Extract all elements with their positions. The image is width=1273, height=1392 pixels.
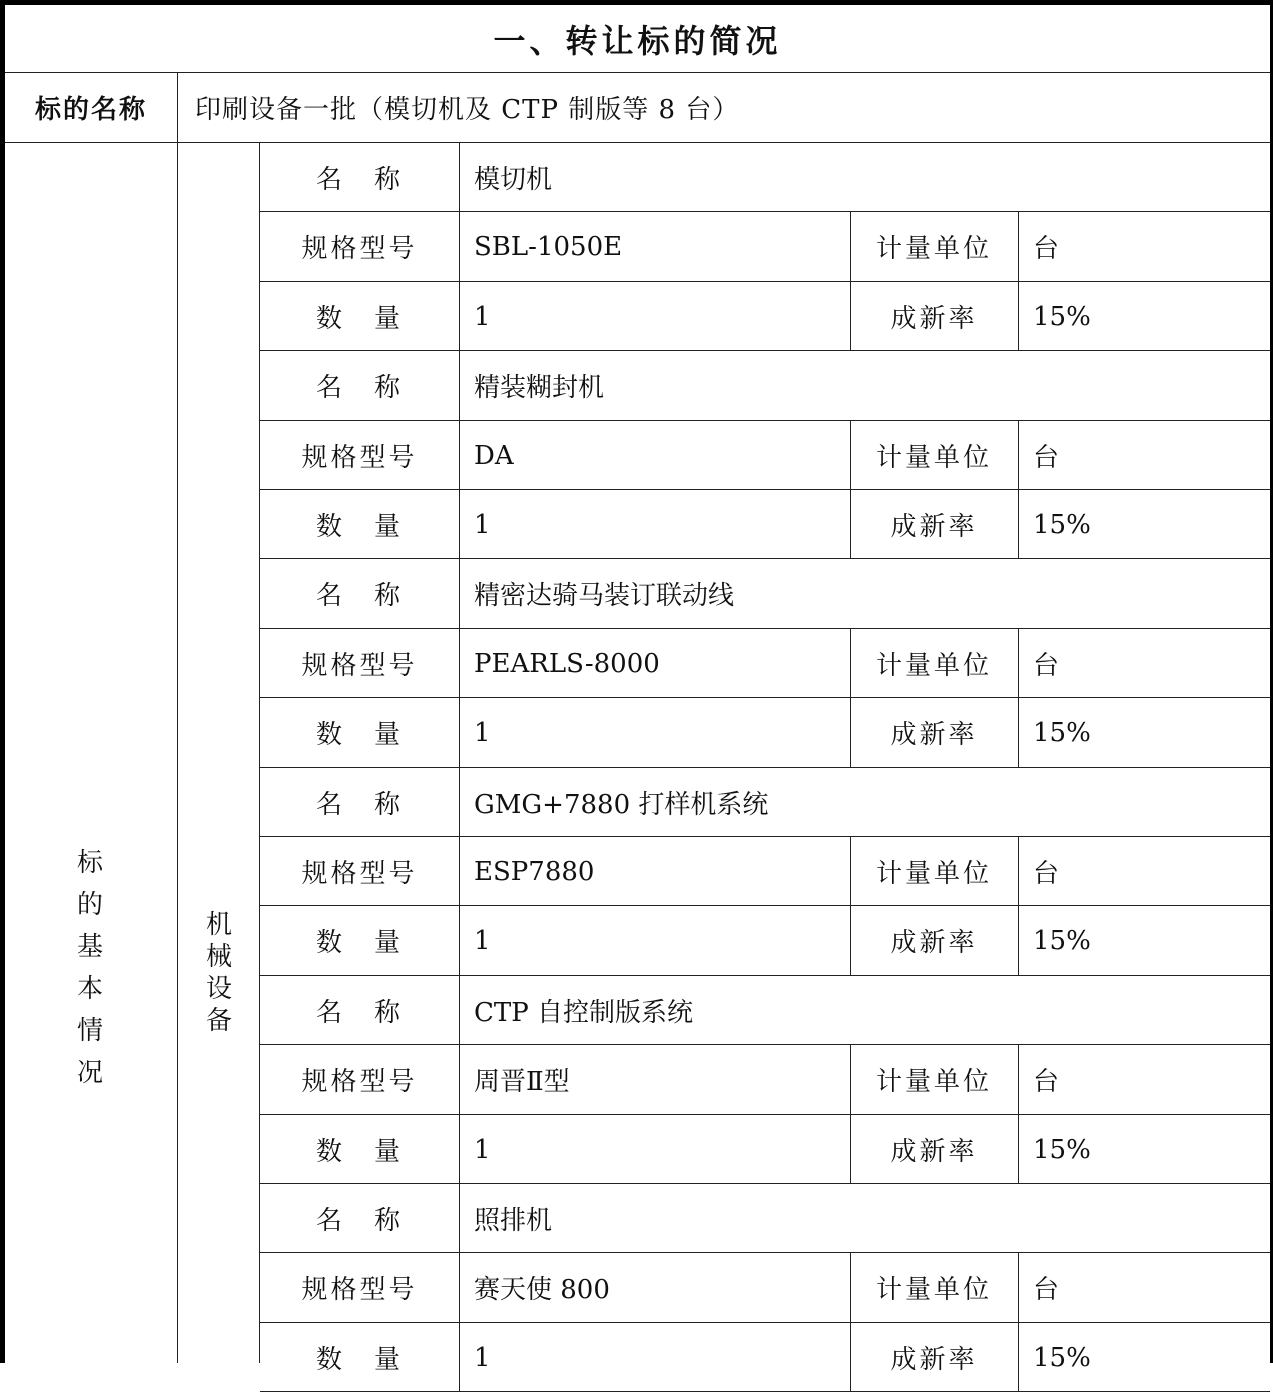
side-label-char: 本: [76, 974, 103, 1004]
rule: [850, 837, 851, 906]
rule: [459, 490, 460, 559]
rate-label: 成新率: [890, 720, 978, 750]
rule: [850, 421, 851, 490]
equipment-rate: 15%: [1033, 301, 1091, 332]
group-label: [198, 912, 240, 1034]
rule: [459, 768, 460, 837]
qty-label: 数 量: [315, 1345, 403, 1375]
rule: [459, 837, 460, 906]
rule: [459, 1045, 460, 1114]
rule: [1018, 212, 1019, 281]
equipment-qty: 1: [474, 301, 491, 332]
name-label: 名 称: [315, 165, 403, 195]
equipment-rate: 15%: [1033, 509, 1091, 540]
equipment-model: 赛天使 800: [474, 1275, 610, 1305]
equipment-unit: 台: [1033, 859, 1060, 889]
side-label-char: 基: [76, 932, 103, 962]
equipment-name: 模切机: [474, 165, 553, 195]
equipment-unit: 台: [1033, 443, 1060, 473]
name-label: 名 称: [315, 1206, 403, 1236]
model-label: 规格型号: [301, 1275, 418, 1305]
model-label: 规格型号: [301, 651, 418, 681]
rule: [459, 1115, 460, 1184]
rule: [1018, 906, 1019, 975]
equipment-rate: 15%: [1033, 1134, 1091, 1165]
unit-label: 计量单位: [875, 443, 992, 473]
rule: [1018, 1115, 1019, 1184]
rule: [459, 351, 460, 420]
rule: [1018, 629, 1019, 698]
rule: [1018, 1323, 1019, 1392]
rule: [459, 629, 460, 698]
equipment-model: DA: [474, 440, 514, 471]
rule: [1018, 282, 1019, 351]
rule: [850, 1253, 851, 1322]
name-label: 名 称: [315, 790, 403, 820]
unit-label: 计量单位: [875, 234, 992, 264]
rule: [850, 282, 851, 351]
rule: [850, 212, 851, 281]
group-label-char: 械: [205, 942, 232, 972]
equipment-name: CTP 自控制版系统: [474, 998, 693, 1028]
rule: [459, 212, 460, 281]
name-label: 名 称: [315, 581, 403, 611]
rule: [850, 1045, 851, 1114]
qty-label: 数 量: [315, 512, 403, 542]
side-label-char: 的: [76, 890, 103, 920]
rate-label: 成新率: [890, 304, 978, 334]
unit-label: 计量单位: [875, 1275, 992, 1305]
item-name-label: 标的名称: [34, 95, 147, 125]
rule: [850, 490, 851, 559]
equipment-rate: 15%: [1033, 1342, 1091, 1373]
rule: [850, 1115, 851, 1184]
model-label: 规格型号: [301, 1067, 418, 1097]
qty-label: 数 量: [315, 304, 403, 334]
qty-label: 数 量: [315, 1137, 403, 1167]
equipment-qty: 1: [474, 717, 491, 748]
rule: [1018, 1045, 1019, 1114]
equipment-model: PEARLS-8000: [474, 648, 660, 679]
rate-label: 成新率: [890, 1345, 978, 1375]
rule: [459, 1184, 460, 1253]
rule: [1018, 698, 1019, 767]
unit-label: 计量单位: [875, 651, 992, 681]
item-name-value: 印刷设备一批（模切机及 CTP 制版等 8 台）: [195, 95, 740, 125]
rule: [459, 421, 460, 490]
name-label: 名 称: [315, 373, 403, 403]
equipment-rate: 15%: [1033, 925, 1091, 956]
group-label-char: 机: [205, 910, 232, 940]
unit-label: 计量单位: [875, 1067, 992, 1097]
rate-label: 成新率: [890, 512, 978, 542]
rate-label: 成新率: [890, 928, 978, 958]
rule: [850, 906, 851, 975]
model-label: 规格型号: [301, 443, 418, 473]
equipment-qty: 1: [474, 925, 491, 956]
rule: [1018, 421, 1019, 490]
equipment-model: ESP7880: [474, 856, 595, 887]
rule: [459, 559, 460, 628]
rule: [459, 906, 460, 975]
side-label-char: 情: [76, 1016, 103, 1046]
rule: [459, 1323, 460, 1392]
rule: [459, 698, 460, 767]
qty-label: 数 量: [315, 720, 403, 750]
rule: [459, 1253, 460, 1322]
equipment-name: GMG+7880 打样机系统: [474, 790, 769, 820]
side-label-char: 标: [76, 848, 103, 878]
rule: [850, 1323, 851, 1392]
qty-label: 数 量: [315, 928, 403, 958]
rule: [850, 629, 851, 698]
equipment-qty: 1: [474, 1134, 491, 1165]
rule: [1018, 490, 1019, 559]
name-label: 名 称: [315, 998, 403, 1028]
rule: [459, 143, 460, 212]
equipment-unit: 台: [1033, 1067, 1060, 1097]
model-label: 规格型号: [301, 859, 418, 889]
equipment-rate: 15%: [1033, 717, 1091, 748]
equipment-model: SBL-1050E: [474, 231, 623, 262]
equipment-unit: 台: [1033, 234, 1060, 264]
equipment-model: 周晋Ⅱ型: [474, 1067, 570, 1097]
unit-label: 计量单位: [875, 859, 992, 889]
equipment-qty: 1: [474, 509, 491, 540]
equipment-name: 精密达骑马装订联动线: [474, 581, 735, 611]
rate-label: 成新率: [890, 1137, 978, 1167]
rule: [1018, 837, 1019, 906]
equipment-name: 精装糊封机: [474, 373, 605, 403]
section-title: 一、转让标的简况: [493, 21, 782, 60]
equipment-unit: 台: [1033, 651, 1060, 681]
rule: [1018, 1253, 1019, 1322]
rule: [850, 698, 851, 767]
side-label: [70, 850, 110, 1086]
equipment-unit: 台: [1033, 1275, 1060, 1305]
equipment-name: 照排机: [474, 1206, 553, 1236]
group-label-char: 备: [205, 1006, 232, 1036]
rule: [459, 976, 460, 1045]
model-label: 规格型号: [301, 234, 418, 264]
side-label-char: 况: [76, 1058, 103, 1088]
group-label-char: 设: [205, 974, 232, 1004]
equipment-qty: 1: [474, 1342, 491, 1373]
rule: [177, 73, 178, 1363]
rule: [459, 282, 460, 351]
